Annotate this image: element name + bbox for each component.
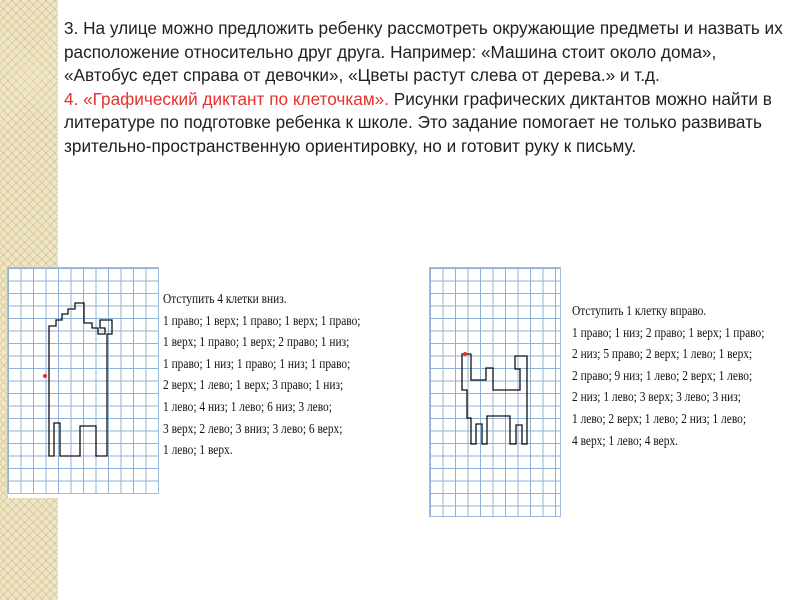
- dictation-1-line: 1 право; 1 верх; 1 право; 1 верх; 1 право;: [163, 312, 361, 328]
- dictation-2-text: [572, 300, 764, 451]
- dictation-1-text: [163, 288, 360, 461]
- dictation-1-line: Отступить 4 клетки вниз.: [163, 291, 287, 306]
- start-dot: [463, 352, 467, 356]
- dictation-2-line: 2 право; 9 низ; 1 лево; 2 верх; 1 лево;: [572, 367, 753, 383]
- house-outline: [49, 303, 112, 456]
- dictation-1-line: 3 верх; 2 лево; 3 вниз; 3 лево; 6 верх;: [163, 420, 343, 436]
- slide-text: [64, 17, 784, 158]
- paragraph-3: 3. На улице можно предложить ребенку рассмотреть окружающие предметы и назвать их расположение относительно друг друга. Например: «Машина стоит около дома», «Автобус едет справа от девочки», «Цветы растут слева от дерева.» и т.д.: [64, 18, 783, 85]
- dictation-2-line: 1 лево; 2 верх; 1 лево; 2 низ; 1 лево;: [572, 410, 747, 426]
- paragraph-4-heading: 4. «Графический диктант по клеточкам».: [64, 88, 389, 109]
- paragraph-4: [64, 88, 784, 159]
- dictation-2-line: 2 низ; 1 лево; 3 верх; 3 лево; 3 низ;: [572, 389, 741, 405]
- cat-drawing: [430, 268, 560, 516]
- dictation-1-line: 1 верх; 1 право; 1 верх; 2 право; 1 низ;: [163, 334, 350, 350]
- paragraph-4-body: Рисунки графических диктантов можно найти в литературе по подготовке ребенка к школе. Это задание помогает не только развивать зрительно-пространственную ориентировку, но и готовит руку к письму.: [64, 88, 772, 156]
- dictation-2-line: 2 низ; 5 право; 2 верх; 1 лево; 1 верх;: [572, 346, 753, 362]
- cat-outline: [462, 354, 527, 444]
- house-drawing: [8, 268, 158, 493]
- dictation-2-line: 4 верх; 1 лево; 4 верх.: [572, 432, 679, 448]
- dictation-2-line: 1 право; 1 низ; 2 право; 1 верх; 1 право;: [572, 324, 765, 340]
- dictation-1-line: 1 право; 1 низ; 1 право; 1 низ; 1 право;: [163, 355, 351, 371]
- grid-paper-1: [8, 268, 158, 493]
- dictation-figure-2: [430, 268, 780, 518]
- dictation-1-line: 2 верх; 1 лево; 1 верх; 3 право; 1 низ;: [163, 377, 344, 393]
- grid-paper-2: [430, 268, 560, 516]
- dictation-2-line: Отступить 1 клетку вправо.: [572, 303, 707, 318]
- dictation-figure-1: [8, 268, 406, 498]
- dictation-1-line: 1 лево; 1 верх.: [163, 442, 233, 458]
- dictation-1-line: 1 лево; 4 низ; 1 лево; 6 низ; 3 лево;: [163, 398, 332, 414]
- start-dot: [43, 374, 47, 378]
